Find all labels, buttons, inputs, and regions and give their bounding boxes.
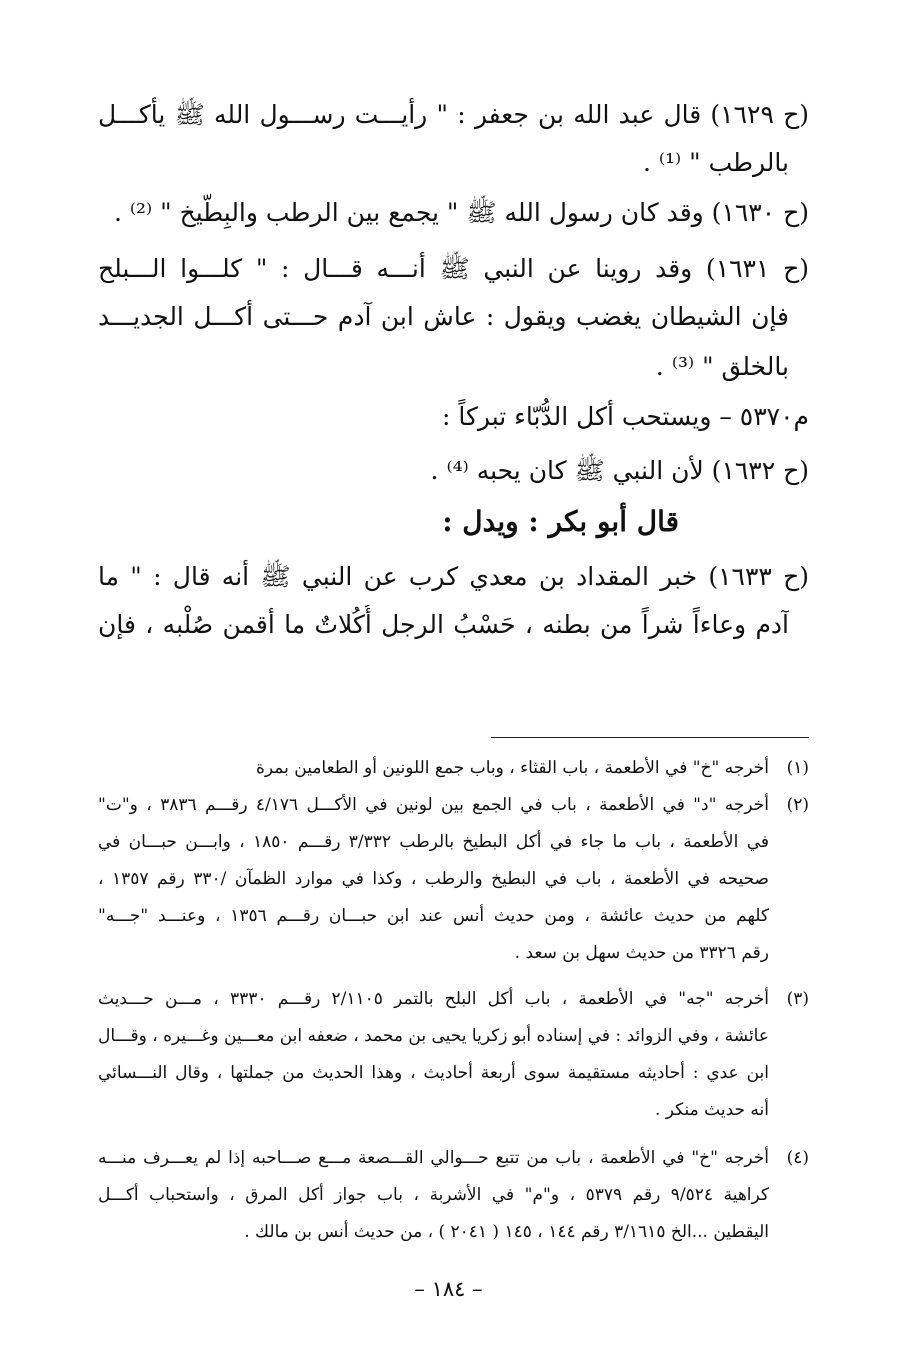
footnote-3-line3: ابن عدي : أحاديثه مستقيمة سوى أربعة أحاديث ، وهذا الحديث من جملتها ، وقال النـــسائي (98, 1063, 769, 1083)
section-heading: قال أبو بكر : ويدل : (442, 505, 679, 538)
footnote-separator (491, 737, 809, 738)
footnote-text: أخرجه "خ" في الأطعمة ، باب القثاء ، وباب جمع اللونين أو الطعامين بمرة (256, 758, 769, 778)
hadith-1633-line1: (ح ١٦٣٣) خبر المقداد بن معدي كرب عن النبي ﷺ أنه قال : " ما (98, 562, 809, 591)
footnote-number: (٤) (786, 1148, 809, 1168)
footnote-3-line1 (98, 984, 809, 1014)
footnote-text: أخرجه "خ" في الأطعمة ، باب من تتبع حـــوالي القـــصعة مـــع صـــاحبه إذا لم يعـــرف منـــه (98, 1148, 769, 1168)
hadith-1631-line3: بالخلق " ⁽³⁾ . (655, 352, 789, 381)
footnote-2-line1 (98, 790, 809, 820)
hadith-1631-line2: فإن الشيطان يغضب ويقول : عاش ابن آدم حـــتى أكـــل الجديـــد (98, 302, 789, 331)
footnote-3-line4: أنه حديث منكر . (654, 1100, 769, 1120)
footnote-4-line3: اليقطين ...الخ ٣/١٦١٥ رقم ١٤٤ ، ١٤٥ ( ٢٠٤١ ) ، من حديث أنس بن مالك . (244, 1222, 769, 1242)
footnote-2-line2: في الأطعمة ، باب ما جاء في أكل البطيخ بالرطب ٣/٣٣٢ رقـــم ١٨٥٠ ، وابـــن حبـــان في (98, 832, 769, 852)
footnote-number: (١) (786, 758, 809, 778)
footnote-1 (98, 753, 809, 783)
footnote-number: (٣) (786, 989, 809, 1009)
hadith-1633-line2: آدم وعاءاً شراً من بطنه ، حَسْبُ الرجل أُكُلاتٌ ما أقمن صُلْبه ، فإن (98, 610, 789, 639)
hadith-1629-line1: (ح ١٦٢٩) قال عبد الله بن جعفر : " رأيـــت رســـول الله ﷺ يأكـــل (98, 100, 809, 129)
footnote-number: (٢) (786, 795, 809, 815)
footnote-3-line2: عائشة ، وفي الزوائد : في إسناده أبو زكريا يحيى بن محمد ، ضعفه ابن معـــين وغـــيره ، وقـــال (98, 1026, 769, 1046)
footnote-4-line1 (98, 1143, 809, 1173)
footnote-text: أخرجه "جه" في الأطعمة ، باب أكل البلح بالتمر ٢/١١٠٥ رقـــم ٣٣٣٠ ، مـــن حـــديث (98, 989, 769, 1009)
hadith-1631-line1: (ح ١٦٣١) وقد روينا عن النبي ﷺ أنـــه قـــال : " كلـــوا الـــبلح (98, 254, 809, 283)
hadith-1629-line2: بالرطب " ⁽¹⁾ . (642, 148, 789, 177)
footnote-4-line2: كراهية ٩/٥٢٤ رقم ٥٣٧٩ ، و"م" في الأشربة ، باب جواز أكل المرق ، واستحباب أكـــل (98, 1185, 769, 1205)
hadith-1632: (ح ١٦٣٢) لأن النبي ﷺ كان يحبه ⁽⁴⁾ . (430, 456, 809, 485)
footnote-2-line4: كلهم من حديث عائشة ، ومن حديث أنس عند ابن حبـــان رقـــم ١٣٥٦ ، وعنـــد "جـــه" (98, 906, 769, 926)
footnote-2-line5: رقم ٣٣٢٦ من حديث سهل بن سعد . (514, 943, 769, 963)
masala-5370: م٥٣٧٠ – ويستحب أكل الدُّبّاء تبركاً : (442, 402, 809, 431)
page-number: – ١٨٤ – (414, 1277, 483, 1301)
footnote-2-line3: صحيحه في الأطعمة ، باب في البطيخ والرطب ، وكذا في موارد الظمآن /٣٣٠ رقم ١٣٥٧ ، (98, 869, 769, 889)
hadith-1630: (ح ١٦٣٠) وقد كان رسول الله ﷺ " يجمع بين الرطب والبِطّيخ " ⁽²⁾ . (113, 198, 809, 227)
footnote-text: أخرجه "د" في الأطعمة ، باب في الجمع بين لونين في الأكـــل ٤/١٧٦ رقـــم ٣٨٣٦ ، و"ت" (98, 795, 769, 815)
